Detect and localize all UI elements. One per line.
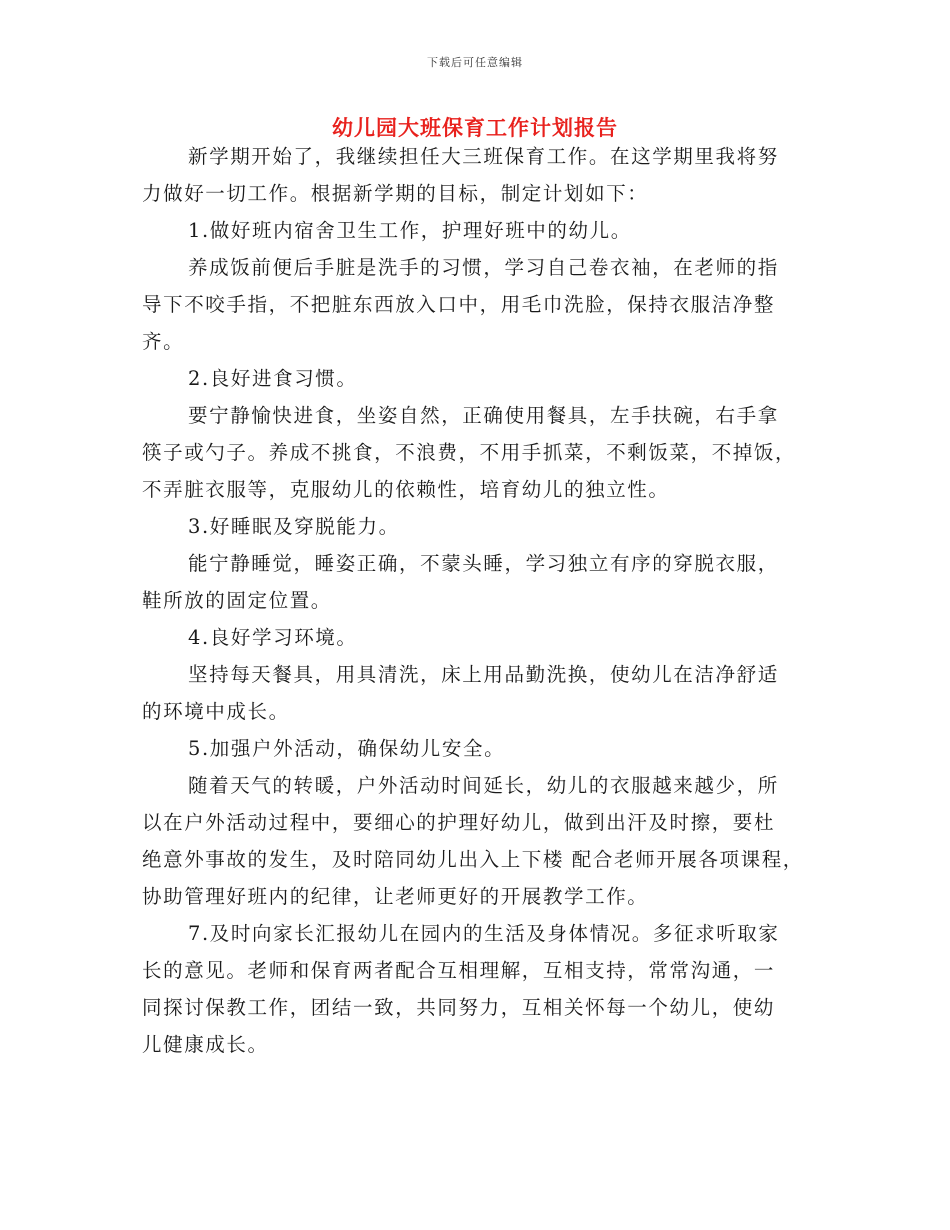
section-heading-5 [142,730,812,767]
paragraph-parents [142,915,812,1063]
text-line: 2.良好进食习惯。 [188,367,358,390]
text-line: 鞋所放的固定位置。 [142,589,332,612]
paragraph-intro [142,138,812,212]
text-line: 坚持每天餐具，用具清洗，床上用品勤洗换，使幼儿在洁净舒适 [188,663,779,686]
section-heading-1 [142,212,812,249]
paragraph-environment [142,656,812,730]
section-heading-4 [142,619,812,656]
paragraph-sleep [142,545,812,619]
text-line: 不弄脏衣服等，克服幼儿的依赖性，培育幼儿的独立性。 [142,478,670,501]
text-line: 要宁静愉快进食，坐姿自然，正确使用餐具，左手扶碗，右手拿 [188,404,779,427]
text-line: 齐。 [142,330,185,353]
paragraph-outdoor [142,767,812,915]
text-line: 4.良好学习环境。 [188,626,358,649]
text-line: 长的意见。老师和保育两者配合互相理解，互相支持，常常沟通，一 [142,959,776,982]
paragraph-eating [142,397,812,508]
text-line: 5.加强户外活动，确保幼儿安全。 [188,737,506,760]
text-line: 随着天气的转暖，户外活动时间延长，幼儿的衣服越来越少，所 [188,774,779,797]
text-line: 协助管理好班内的纪律，让老师更好的开展教学工作。 [142,885,649,908]
text-line: 3.好睡眠及穿脱能力。 [188,515,400,538]
text-line: 能宁静睡觉，睡姿正确，不蒙头睡，学习独立有序的穿脱衣服， [188,552,779,575]
text-line: 儿健康成长。 [142,1033,269,1056]
paragraph-hygiene [142,249,812,360]
text-line: 导下不咬手指，不把脏东西放入口中，用毛巾洗脸，保持衣服洁净整 [142,293,776,316]
text-line: 7.及时向家长汇报幼儿在园内的生活及身体情况。多征求听取家 [188,922,780,945]
document-title: 幼儿园大班保育工作计划报告 [332,115,618,140]
text-line: 1.做好班内宿舍卫生工作，护理好班中的幼儿。 [188,219,632,242]
text-line: 筷子或勺子。养成不挑食，不浪费，不用手抓菜，不剩饭菜，不掉饭， [142,441,797,464]
text-line: 同探讨保教工作，团结一致，共同努力，互相关怀每一个幼儿，使幼 [142,996,776,1019]
document-body [142,138,812,1063]
section-heading-2 [142,360,812,397]
download-note: 下载后可任意编辑 [427,56,523,69]
section-heading-3 [142,508,812,545]
text-line: 绝意外事故的发生，及时陪同幼儿出入上下楼 配合老师开展各项课程， [142,848,804,871]
text-line: 养成饭前便后手脏是洗手的习惯，学习自己卷衣袖，在老师的指 [188,256,779,279]
text-line: 的环境中成长。 [142,700,290,723]
text-line: 新学期开始了，我继续担任大三班保育工作。在这学期里我将努 [188,145,779,168]
text-line: 以在户外活动过程中，要细心的护理好幼儿，做到出汗及时擦，要杜 [142,811,776,834]
text-line: 力做好一切工作。根据新学期的目标，制定计划如下： [142,182,649,205]
